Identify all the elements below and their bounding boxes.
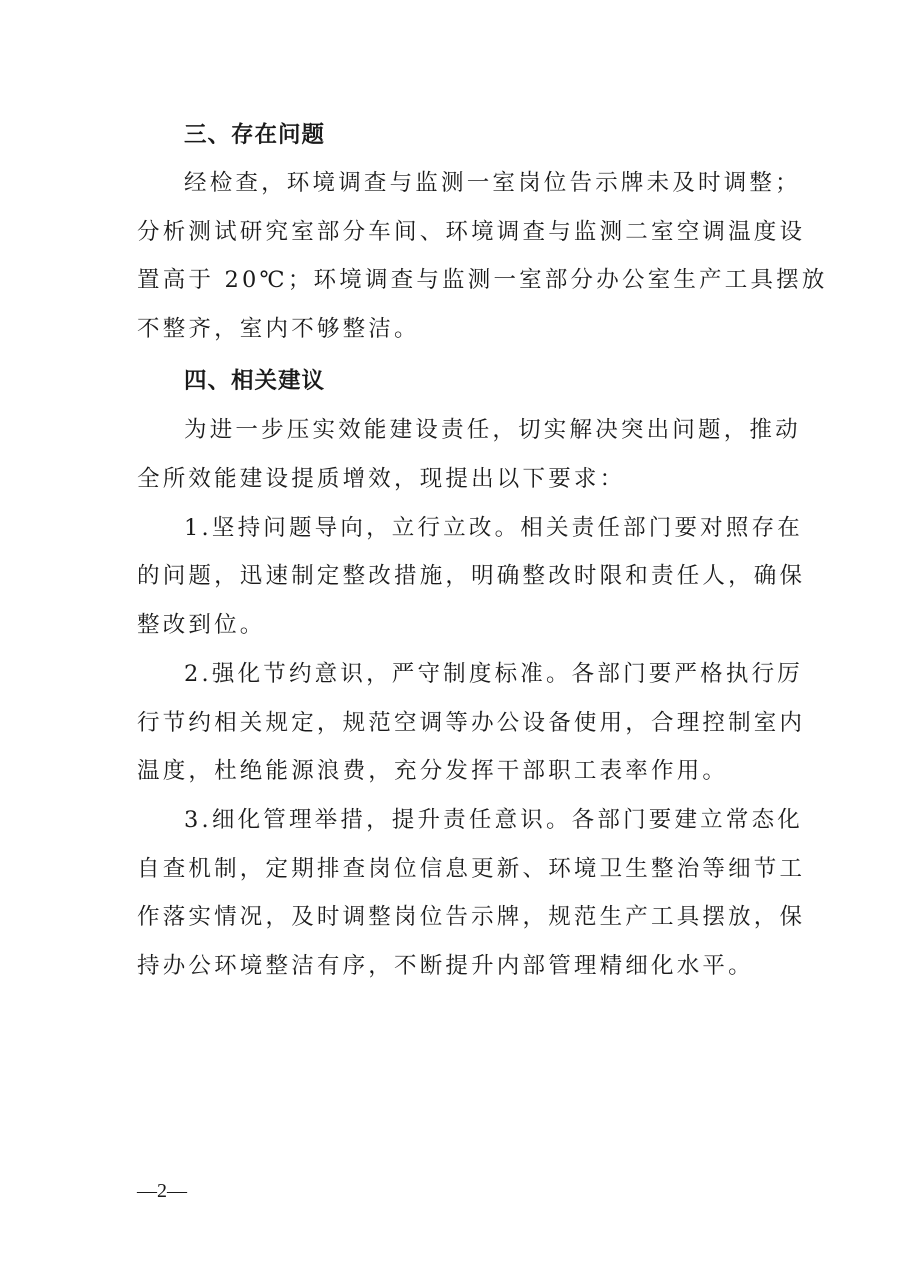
page-number: —2—: [137, 1180, 187, 1202]
paragraph-line: 分析测试研究室部分车间、环境调查与监测二室空调温度设: [137, 219, 806, 245]
paragraph-line: 经检查，环境调查与监测一室岗位告示牌未及时调整；: [184, 170, 801, 196]
list-item-1-line: 1.坚持问题导向，立行立改。相关责任部门要对照存在: [184, 515, 803, 541]
list-item-3-line: 3.细化管理举措，提升责任意识。各部门要建立常态化: [184, 807, 803, 833]
list-item-1-line: 的问题，迅速制定整改措施，明确整改时限和责任人，确保: [137, 563, 806, 589]
list-item-2-line: 温度，杜绝能源浪费，充分发挥干部职工表率作用。: [137, 758, 729, 784]
paragraph-line: 为进一步压实效能建设责任，切实解决突出问题，推动: [184, 417, 801, 443]
list-item-2-line: 行节约相关规定，规范空调等办公设备使用，合理控制室内: [137, 710, 806, 736]
list-item-3-line: 持办公环境整洁有序，不断提升内部管理精细化水平。: [137, 953, 754, 979]
section-4-heading: 四、相关建议: [184, 368, 326, 394]
paragraph-line: 不整齐，室内不够整洁。: [137, 316, 420, 342]
list-item-3-line: 作落实情况，及时调整岗位告示牌，规范生产工具摆放，保: [137, 904, 806, 930]
paragraph-line: 全所效能建设提质增效，现提出以下要求：: [137, 466, 626, 492]
paragraph-line: 置高于 20℃；环境调查与监测一室部分办公室生产工具摆放: [137, 267, 828, 293]
list-item-3-line: 自查机制，定期排查岗位信息更新、环境卫生整治等细节工: [137, 856, 806, 882]
list-item-1-line: 整改到位。: [137, 612, 266, 638]
list-item-2-line: 2.强化节约意识，严守制度标准。各部门要严格执行厉: [184, 661, 803, 687]
section-3-heading: 三、存在问题: [184, 122, 326, 148]
